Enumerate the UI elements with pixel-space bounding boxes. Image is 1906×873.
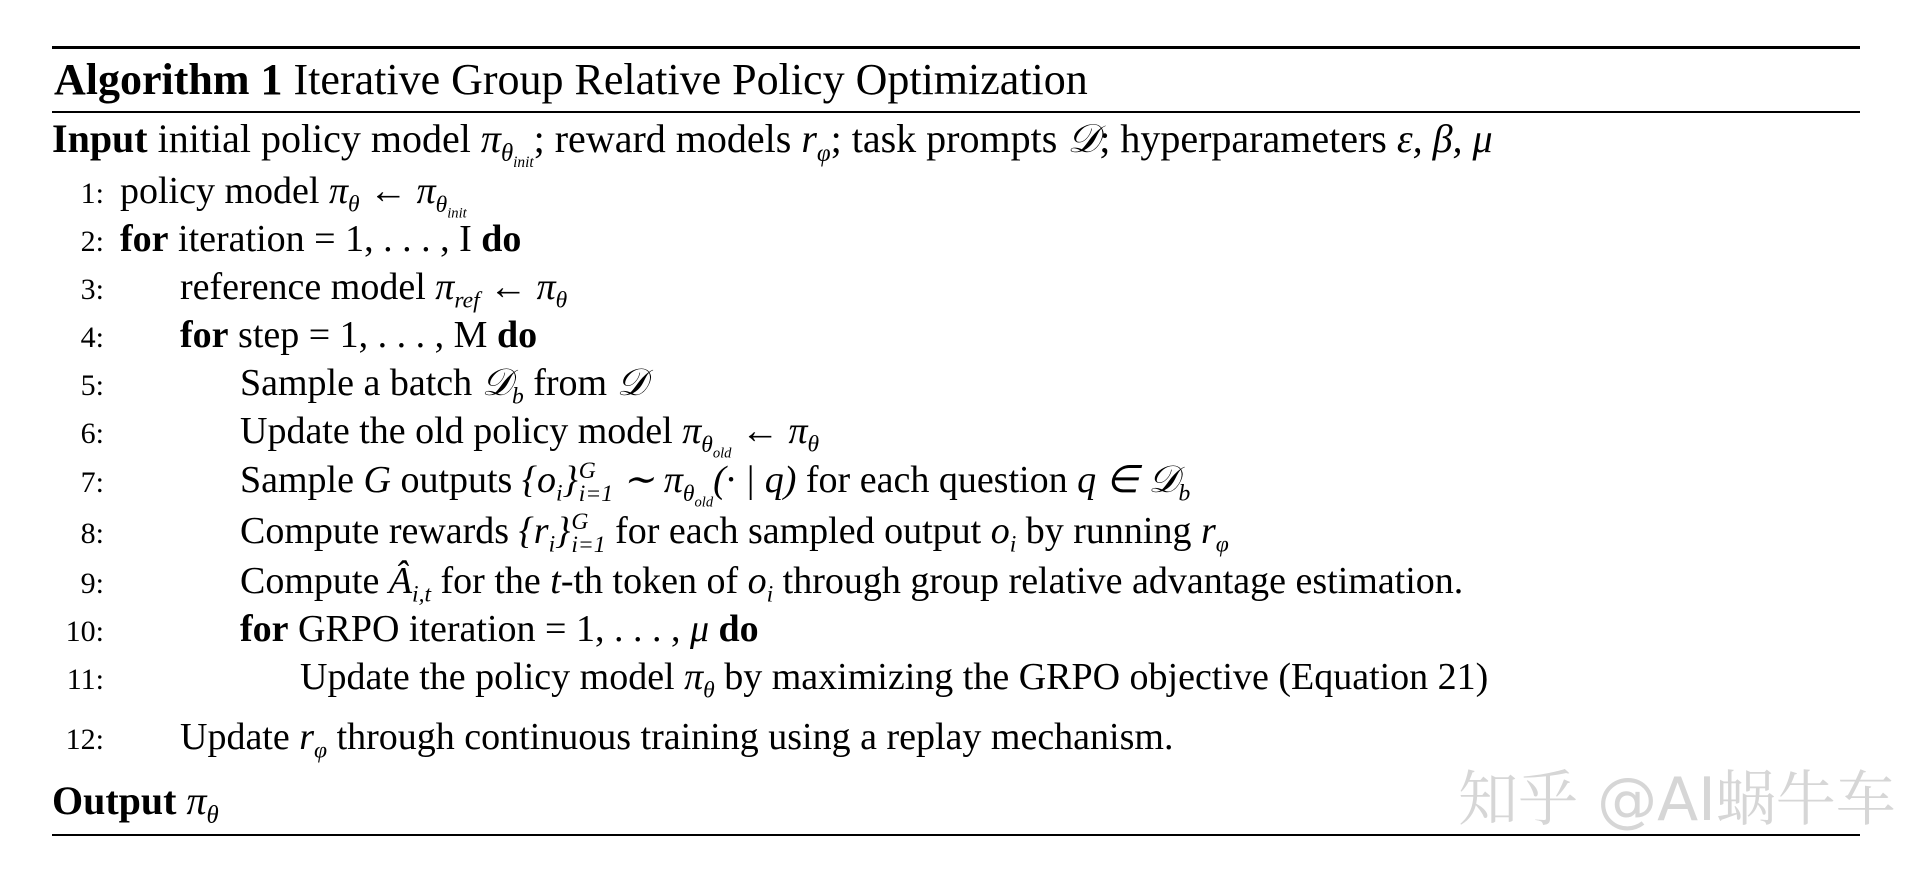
line-text: Compute — [240, 560, 380, 602]
algo-line-12 — [52, 715, 1173, 765]
keyword-for: for — [180, 314, 229, 356]
algorithm-label: Algorithm 1 — [54, 55, 283, 104]
input-text-1: initial policy model — [157, 116, 471, 161]
algo-line-6 — [52, 409, 819, 462]
math-pi-init: $\pi_{\theta_{init}}$ — [480, 116, 534, 171]
keyword-for: for — [120, 218, 169, 260]
line-number: 11: — [66, 663, 104, 696]
algo-line-2 — [52, 217, 521, 261]
line-text: policy model — [120, 170, 320, 212]
line-number: 3: — [80, 273, 104, 306]
input-text-4: ; hyperparameters — [1099, 116, 1387, 161]
line-text: Compute rewards — [240, 510, 510, 552]
line-number: 8: — [80, 517, 104, 550]
line-number: 10: — [65, 615, 104, 648]
math-r-phi: $r_\varphi$ — [801, 116, 831, 167]
algorithm-block — [52, 46, 1860, 873]
math-expr: 𝒟$_b$ — [481, 362, 524, 410]
line-number: 7: — [80, 466, 104, 499]
line-text-2: for the — [440, 560, 541, 602]
math-expr: G — [363, 459, 391, 501]
output-label: Output — [52, 778, 177, 823]
input-label: Input — [52, 116, 148, 161]
algorithm-title — [52, 49, 1860, 111]
math-expr: $\pi_\theta$ ← $\pi_{\theta_{init}}$ — [328, 170, 467, 222]
algo-line-8 — [52, 509, 1229, 559]
keyword-for: for — [240, 608, 289, 650]
keyword-do: do — [496, 314, 538, 356]
line-text: Update the policy model — [300, 656, 675, 698]
line-number: 2: — [80, 225, 104, 258]
algo-line-5 — [52, 361, 647, 411]
line-text: GRPO iteration = 1, . . . , — [298, 608, 681, 650]
math-expr: $\pi_{ref}$ ← $\pi_\theta$ — [435, 266, 568, 314]
line-number: 6: — [80, 417, 104, 450]
math-expr: $o_i$ — [747, 560, 774, 608]
math-expr: t — [550, 560, 561, 602]
math-expr: $\pi_\theta$ — [684, 656, 715, 704]
keyword-do: do — [718, 608, 759, 650]
line-text-2: outputs — [400, 459, 513, 501]
line-text-3: for each question — [805, 459, 1068, 501]
algorithm-name: Iterative Group Relative Policy Optimization — [293, 55, 1088, 104]
input-text-3: ; task prompts — [830, 116, 1058, 161]
output-line — [52, 777, 219, 830]
math-expr: 𝒟 — [616, 362, 647, 404]
algo-line-4 — [52, 313, 537, 357]
input-line — [52, 115, 1493, 172]
line-text: Sample a batch — [240, 362, 473, 404]
line-text-3: -th token of — [560, 560, 739, 602]
math-expr: $r_\varphi$ — [1201, 510, 1229, 558]
line-text-2: through continuous training using a replay mechanism. — [336, 716, 1174, 758]
math-expr: $Â_{i,t}$ — [388, 560, 432, 608]
algo-line-9 — [52, 559, 1463, 609]
math-expr: $\{r_i\}$ G i=1 — [518, 508, 606, 559]
line-text: Update — [180, 716, 290, 758]
line-text-2: for each sampled output — [615, 510, 982, 552]
algo-line-1 — [52, 169, 467, 222]
line-number: 12: — [65, 723, 104, 756]
line-number: 1: — [80, 177, 104, 210]
line-text: iteration = 1, . . . , I — [178, 218, 472, 260]
line-text: step = 1, . . . , M — [238, 314, 488, 356]
math-D: 𝒟 — [1067, 116, 1100, 161]
line-text-4: through group relative advantage estimation. — [782, 560, 1464, 602]
line-text: Sample — [240, 459, 354, 501]
math-expr: $\pi_{\theta_{old}}$ ← $\pi_\theta$ — [682, 410, 820, 462]
input-text-2: ; reward models — [533, 116, 792, 161]
math-expr: $r_\varphi$ — [299, 716, 328, 764]
math-expr: $\{o_i\}$ G i=1 ∼ $\pi_{\theta_{old}}(\cdot$ | q) — [521, 457, 797, 511]
line-text: Update the old policy model — [240, 410, 673, 452]
line-text-3: by running — [1025, 510, 1192, 552]
input-params: ε, β, μ — [1396, 116, 1493, 161]
math-expr: q ∈ 𝒟$_b$ — [1077, 459, 1191, 507]
math-expr: μ — [689, 608, 710, 650]
line-text-2: by maximizing the GRPO objective (Equation 21) — [724, 656, 1489, 698]
algo-line-11 — [52, 655, 1488, 705]
algo-line-7 — [52, 457, 1190, 511]
line-text: reference model — [180, 266, 426, 308]
line-number: 9: — [80, 567, 104, 600]
keyword-do: do — [481, 218, 522, 260]
line-number: 4: — [80, 321, 104, 354]
watermark-text: 知乎 @AI蜗牛车 — [1458, 765, 1896, 835]
algo-line-10 — [52, 607, 759, 651]
line-text-2: from — [533, 362, 608, 404]
output-symbol: $\pi_\theta$ — [186, 778, 219, 829]
line-number: 5: — [80, 369, 104, 402]
math-expr: $o_i$ — [990, 510, 1017, 558]
algo-line-3 — [52, 265, 567, 315]
